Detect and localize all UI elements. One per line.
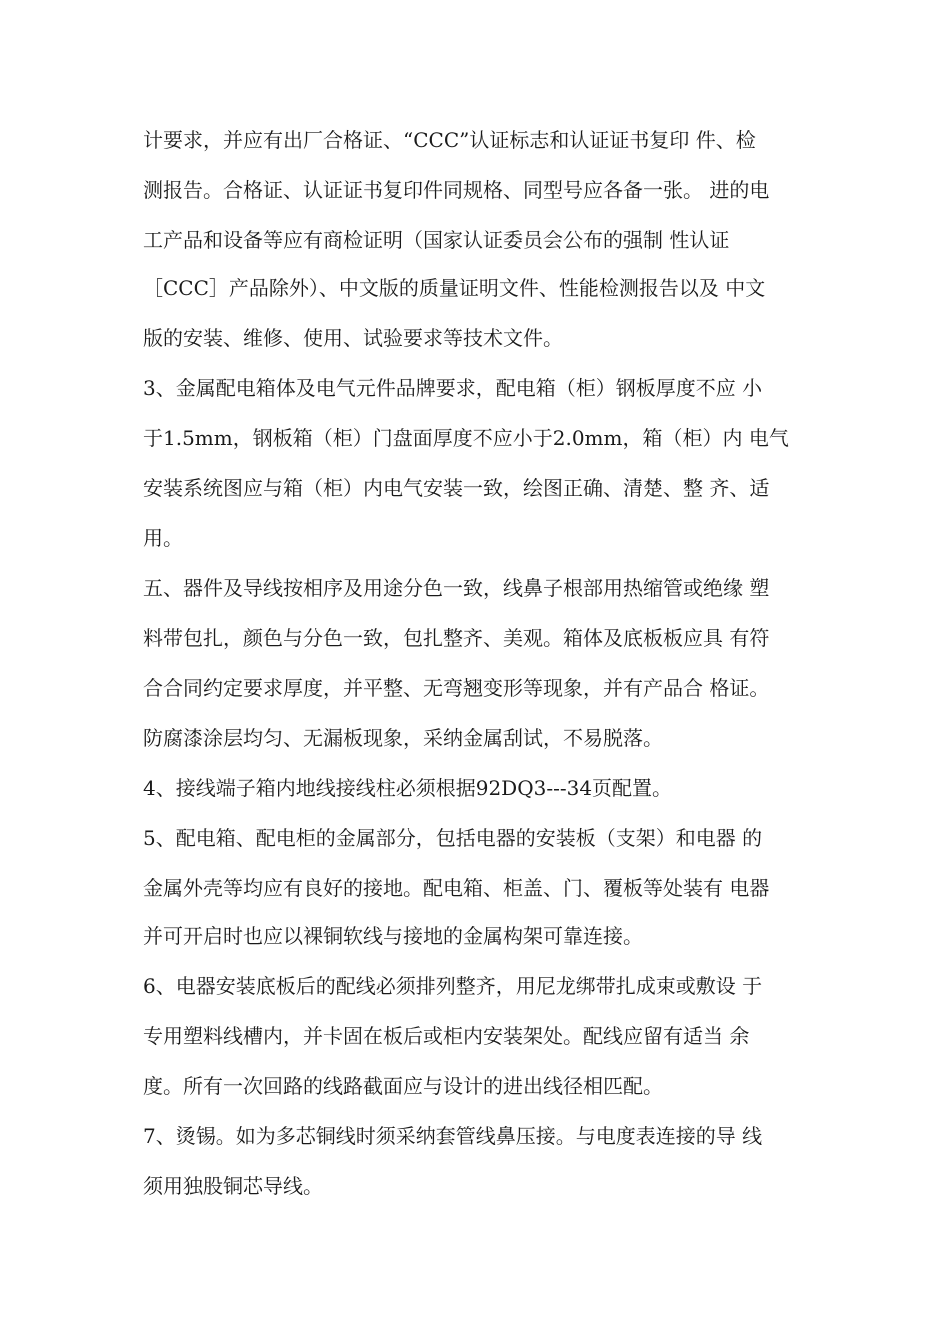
- text-line: 工产品和设备等应有商检证明（国家认证委员会公布的强制 性认证: [143, 228, 730, 252]
- text-line: 5、配电箱、配电柜的金属部分，包括电器的安装板（支架）和电器 的: [143, 826, 763, 850]
- text-line: 度。所有一次回路的线路截面应与设计的进出线径相匹配。: [143, 1074, 663, 1098]
- text-line: 测报告。合格证、认证证书复印件同规格、同型号应各备一张。 进的电: [143, 178, 770, 202]
- text-line: 金属外壳等均应有良好的接地。配电箱、柜盖、门、覆板等处装有 电器: [143, 876, 770, 900]
- text-line: 用。: [143, 526, 183, 550]
- text-line: ［CCC］产品除外）、中文版的质量证明文件、性能检测报告以及 中文: [143, 276, 766, 300]
- text-line: 7、烫锡。如为多芯铜线时须采纳套管线鼻压接。与电度表连接的导 线: [143, 1124, 763, 1148]
- text-line: 料带包扎，颜色与分色一致，包扎整齐、美观。箱体及底板板应具 有符: [143, 626, 770, 650]
- text-line: 3、金属配电箱体及电气元件品牌要求，配电箱（柜）钢板厚度不应 小: [143, 376, 763, 400]
- text-line: 于1.5mm，钢板箱（柜）门盘面厚度不应小于2.0mm，箱（柜）内 电气: [143, 426, 789, 450]
- text-line: 合合同约定要求厚度，并平整、无弯翘变形等现象，并有产品合 格证。: [143, 676, 770, 700]
- text-line: 专用塑料线槽内，并卡固在板后或柜内安装架处。配线应留有适当 余: [143, 1024, 750, 1048]
- text-line: 版的安装、维修、使用、试验要求等技术文件。: [143, 326, 563, 350]
- text-line: 并可开启时也应以裸铜软线与接地的金属构架可靠连接。: [143, 924, 643, 948]
- text-line: 4、接线端子箱内地线接线柱必须根据92DQ3---34页配置。: [143, 776, 673, 800]
- text-line: 6、电器安装底板后的配线必须排列整齐，用尼龙绑带扎成束或敷设 于: [143, 974, 763, 998]
- text-line: 安装系统图应与箱（柜）内电气安装一致，绘图正确、清楚、整 齐、适: [143, 476, 770, 500]
- text-line: 须用独股铜芯导线。: [143, 1174, 323, 1198]
- text-line: 五、器件及导线按相序及用途分色一致，线鼻子根部用热缩管或绝缘 塑: [143, 576, 770, 600]
- text-line: 防腐漆涂层均匀、无漏板现象，采纳金属刮试，不易脱落。: [143, 726, 663, 750]
- text-line: 计要求，并应有出厂合格证、“CCC”认证标志和认证证书复印 件、检: [143, 128, 756, 152]
